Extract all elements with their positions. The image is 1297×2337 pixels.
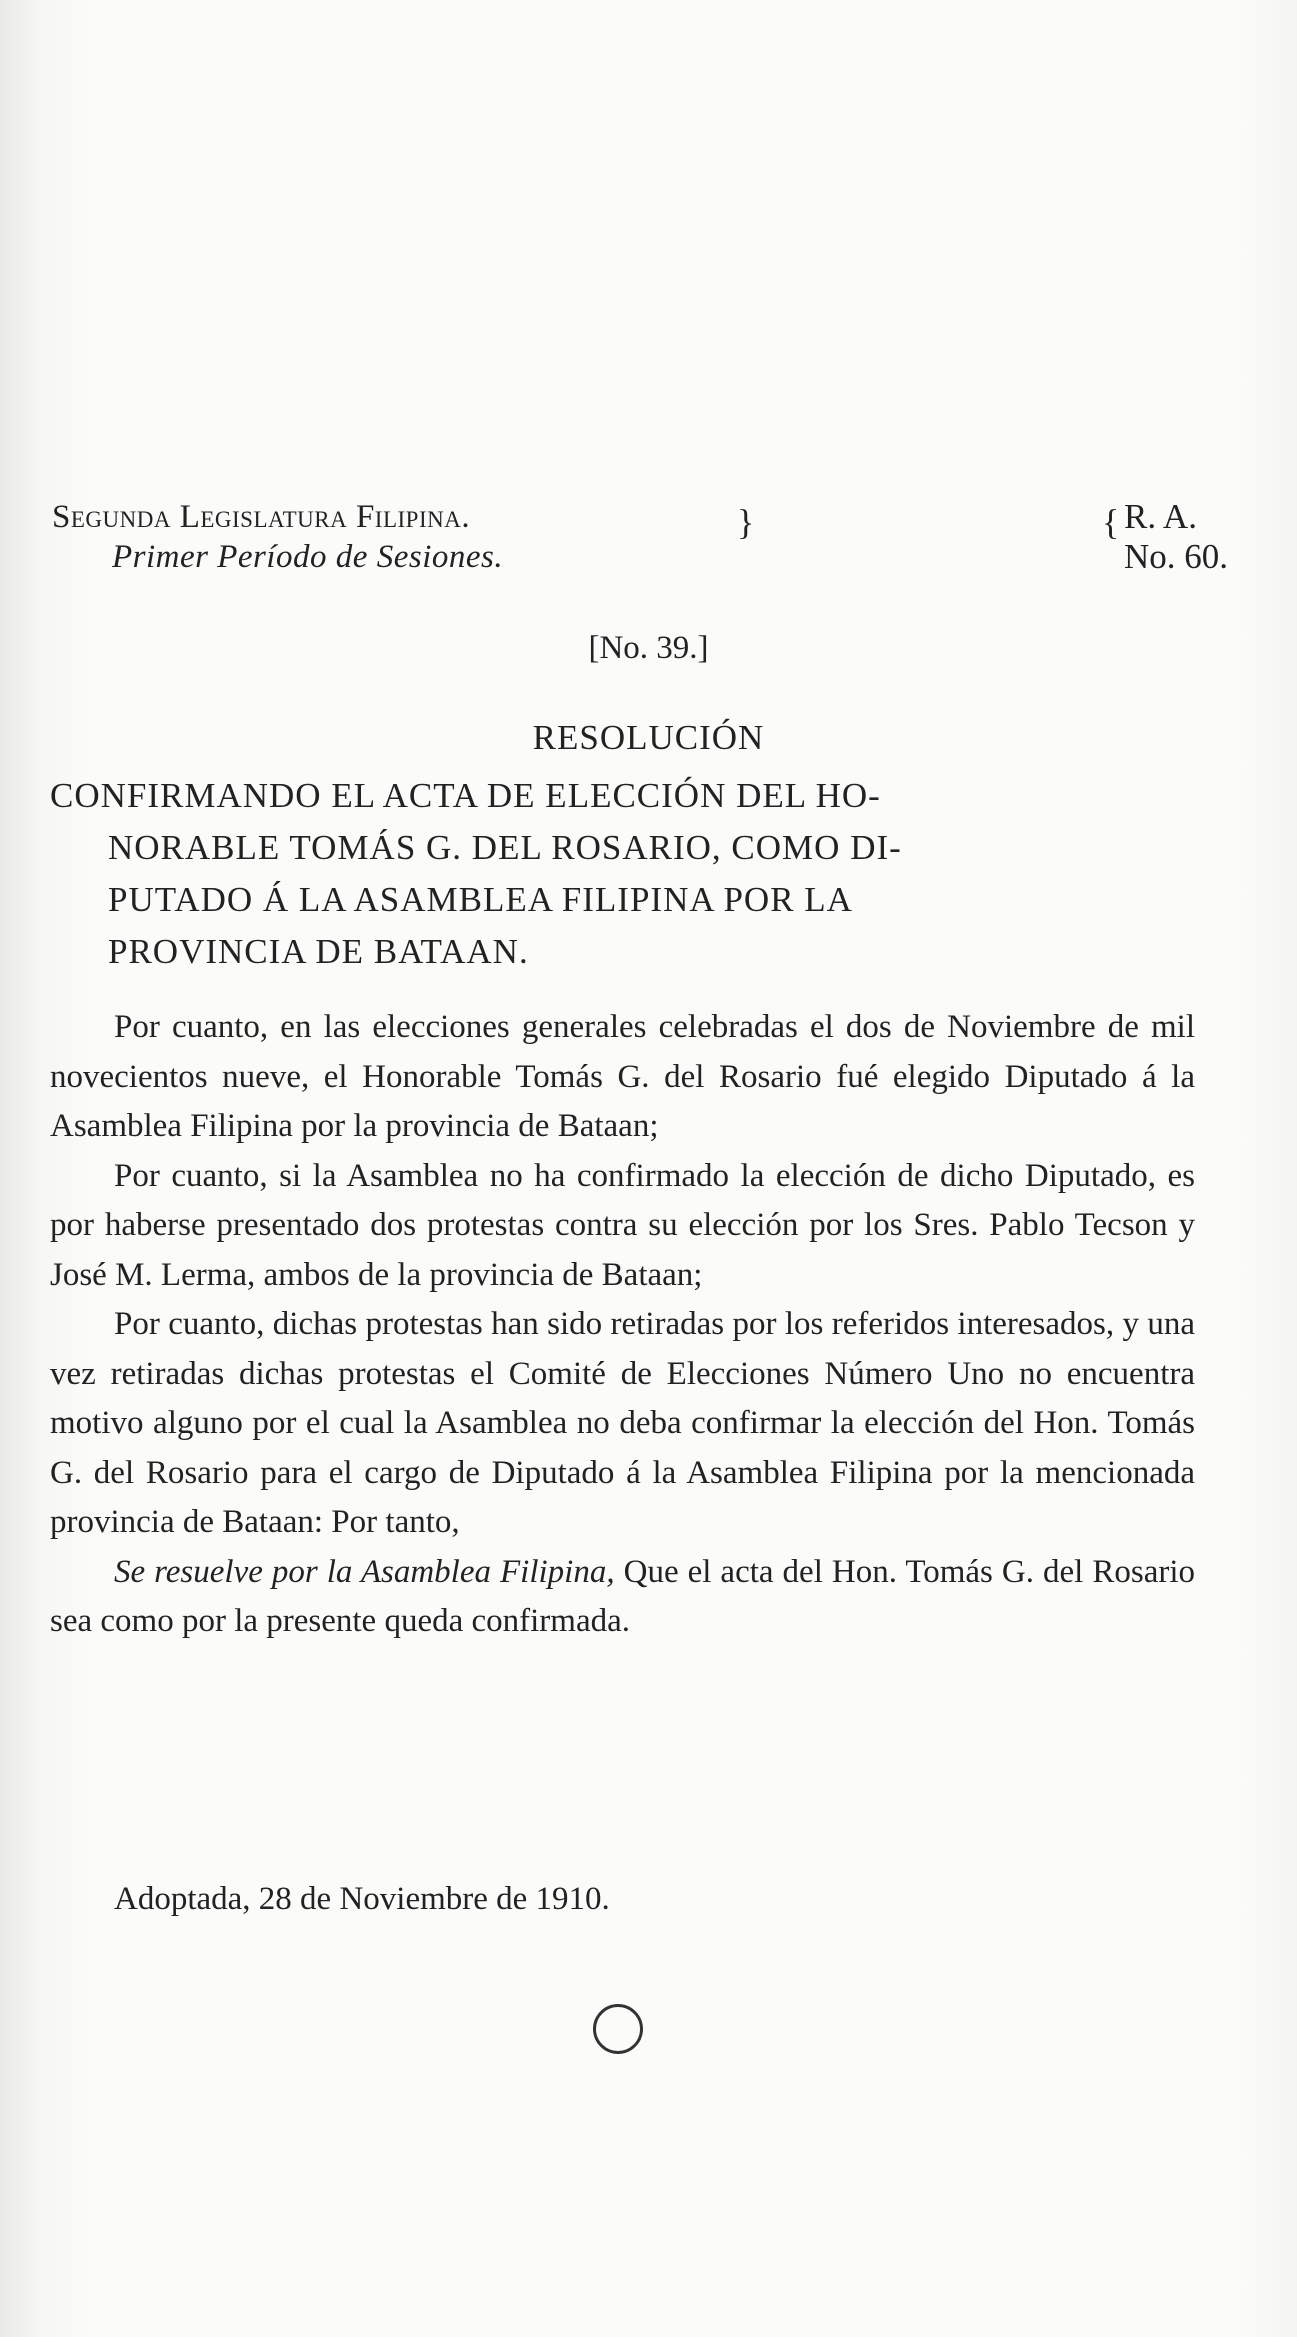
adoption-date: Adoptada, 28 de Noviembre de 1910. xyxy=(114,1881,610,1917)
resolved-paragraph xyxy=(50,1548,1195,1647)
legislature-label: Segunda Legislatura Filipina. xyxy=(52,499,471,535)
brace-left: } xyxy=(737,502,755,542)
resolved-text: Que el acta del Hon. Tomás G. del Rosario sea como por la presente queda confirmada. xyxy=(50,1553,1195,1639)
subtitle-line: PROVINCIA DE BATAAN. xyxy=(108,932,529,971)
resolution-title: RESOLUCIÓN xyxy=(532,718,765,757)
header-left xyxy=(52,497,503,577)
subtitle-line: CONFIRMANDO EL ACTA DE ELECCIÓN DEL HO- xyxy=(50,776,881,815)
ra-number: No. 60. xyxy=(1124,537,1229,576)
resolution-number: [No. 39.] xyxy=(588,630,709,666)
subtitle-line: PUTADO Á LA ASAMBLEA FILIPINA POR LA xyxy=(108,880,853,919)
header-right xyxy=(1124,497,1228,577)
resolution-subtitle xyxy=(50,770,1190,978)
document-header xyxy=(52,497,1229,587)
whereas-paragraph: Por cuanto, dichas protestas han sido retiradas por los referidos interesados, y una vez retiradas dichas protestas el Comité de Elecciones Número Uno no encuentra motivo alguno por el cual la Asamblea no deba confirmar la elección del Hon. Tomás G. del Rosario para el cargo de Diputado á la Asamblea Filipina por la mencionada provincia de Bataan: Por tanto, xyxy=(50,1306,1195,1540)
whereas-paragraph: Por cuanto, en las elecciones generales celebradas el dos de Noviembre de mil novecientos nueve, el Honorable Tomás G. del Rosario fué elegido Diputado á la Asamblea Filipina por la provincia de Bataan; xyxy=(50,1009,1195,1144)
ra-label: R. A. xyxy=(1124,497,1197,536)
resolution-body xyxy=(50,1003,1195,1647)
end-mark-circle-icon xyxy=(593,2004,643,2054)
resolved-lead: Se resuelve por la Asamblea Filipina, xyxy=(114,1553,615,1590)
subtitle-line: NORABLE TOMÁS G. DEL ROSARIO, COMO DI- xyxy=(108,828,902,867)
brace-right: { xyxy=(1102,502,1120,542)
whereas-paragraph: Por cuanto, si la Asamblea no ha confirmado la elección de dicho Diputado, es por haberse presentado dos protestas contra su elección por los Sres. Pablo Tecson y José M. Lerma, ambos de la provincia de Bataan; xyxy=(50,1157,1195,1293)
period-label: Primer Período de Sesiones. xyxy=(112,539,504,575)
